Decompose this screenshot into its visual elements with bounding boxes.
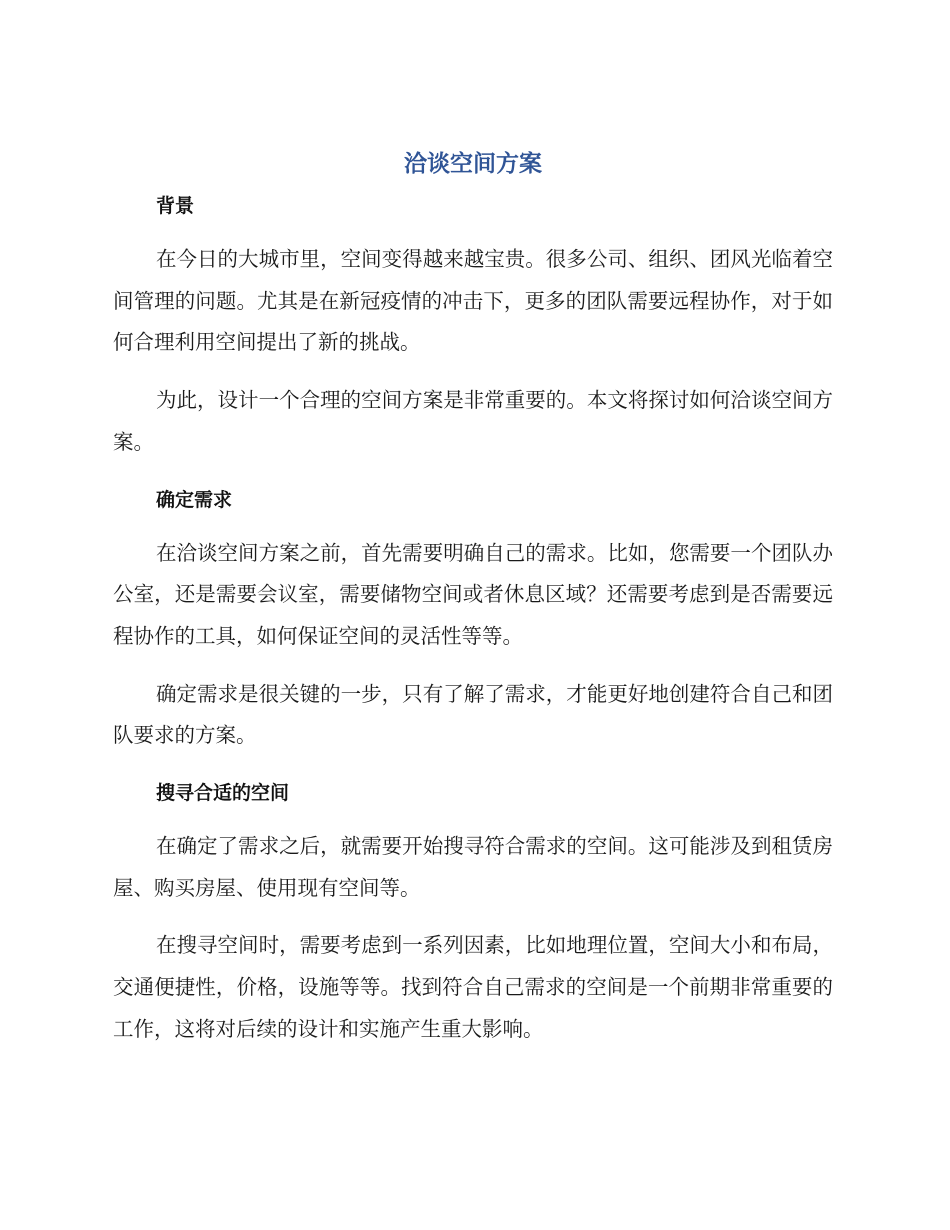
document-body — [113, 142, 833, 1051]
section-heading-requirements: 确定需求 — [156, 488, 233, 511]
section-heading-background: 背景 — [156, 195, 195, 217]
paragraph: 确定需求是很关键的一步，只有了解了需求，才能更好地创建符合自己和团队要求的方案。 — [113, 681, 833, 748]
paragraph: 为此，设计一个合理的空间方案是非常重要的。本文将探讨如何洽谈空间方案。 — [113, 388, 833, 454]
paragraph: 在搜寻空间时，需要考虑到一系列因素，比如地理位置，空间大小和布局，交通便捷性，价格，设施等等。找到符合自己需求的空间是一个前期非常重要的工作，这将对后续的设计和实施产生重大影响。 — [113, 933, 833, 1041]
section-heading-search-space: 搜寻合适的空间 — [156, 782, 290, 805]
paragraph: 在确定了需求之后，就需要开始搜寻符合需求的空间。这可能涉及到租赁房屋、购买房屋、使用现有空间等。 — [113, 834, 833, 900]
paragraph: 在今日的大城市里，空间变得越来越宝贵。很多公司、组织、团风光临着空间管理的问题。尤其是在新冠疫情的冲击下，更多的团队需要远程协作，对于如何合理利用空间提出了新的挑战。 — [113, 247, 833, 355]
paragraph: 在洽谈空间方案之前，首先需要明确自己的需求。比如，您需要一个团队办公室，还是需要会议室，需要储物空间或者休息区域？还需要考虑到是否需要远程协作的工具，如何保证空间的灵活性等等。 — [113, 540, 833, 648]
document-title: 洽谈空间方案 — [404, 151, 542, 177]
